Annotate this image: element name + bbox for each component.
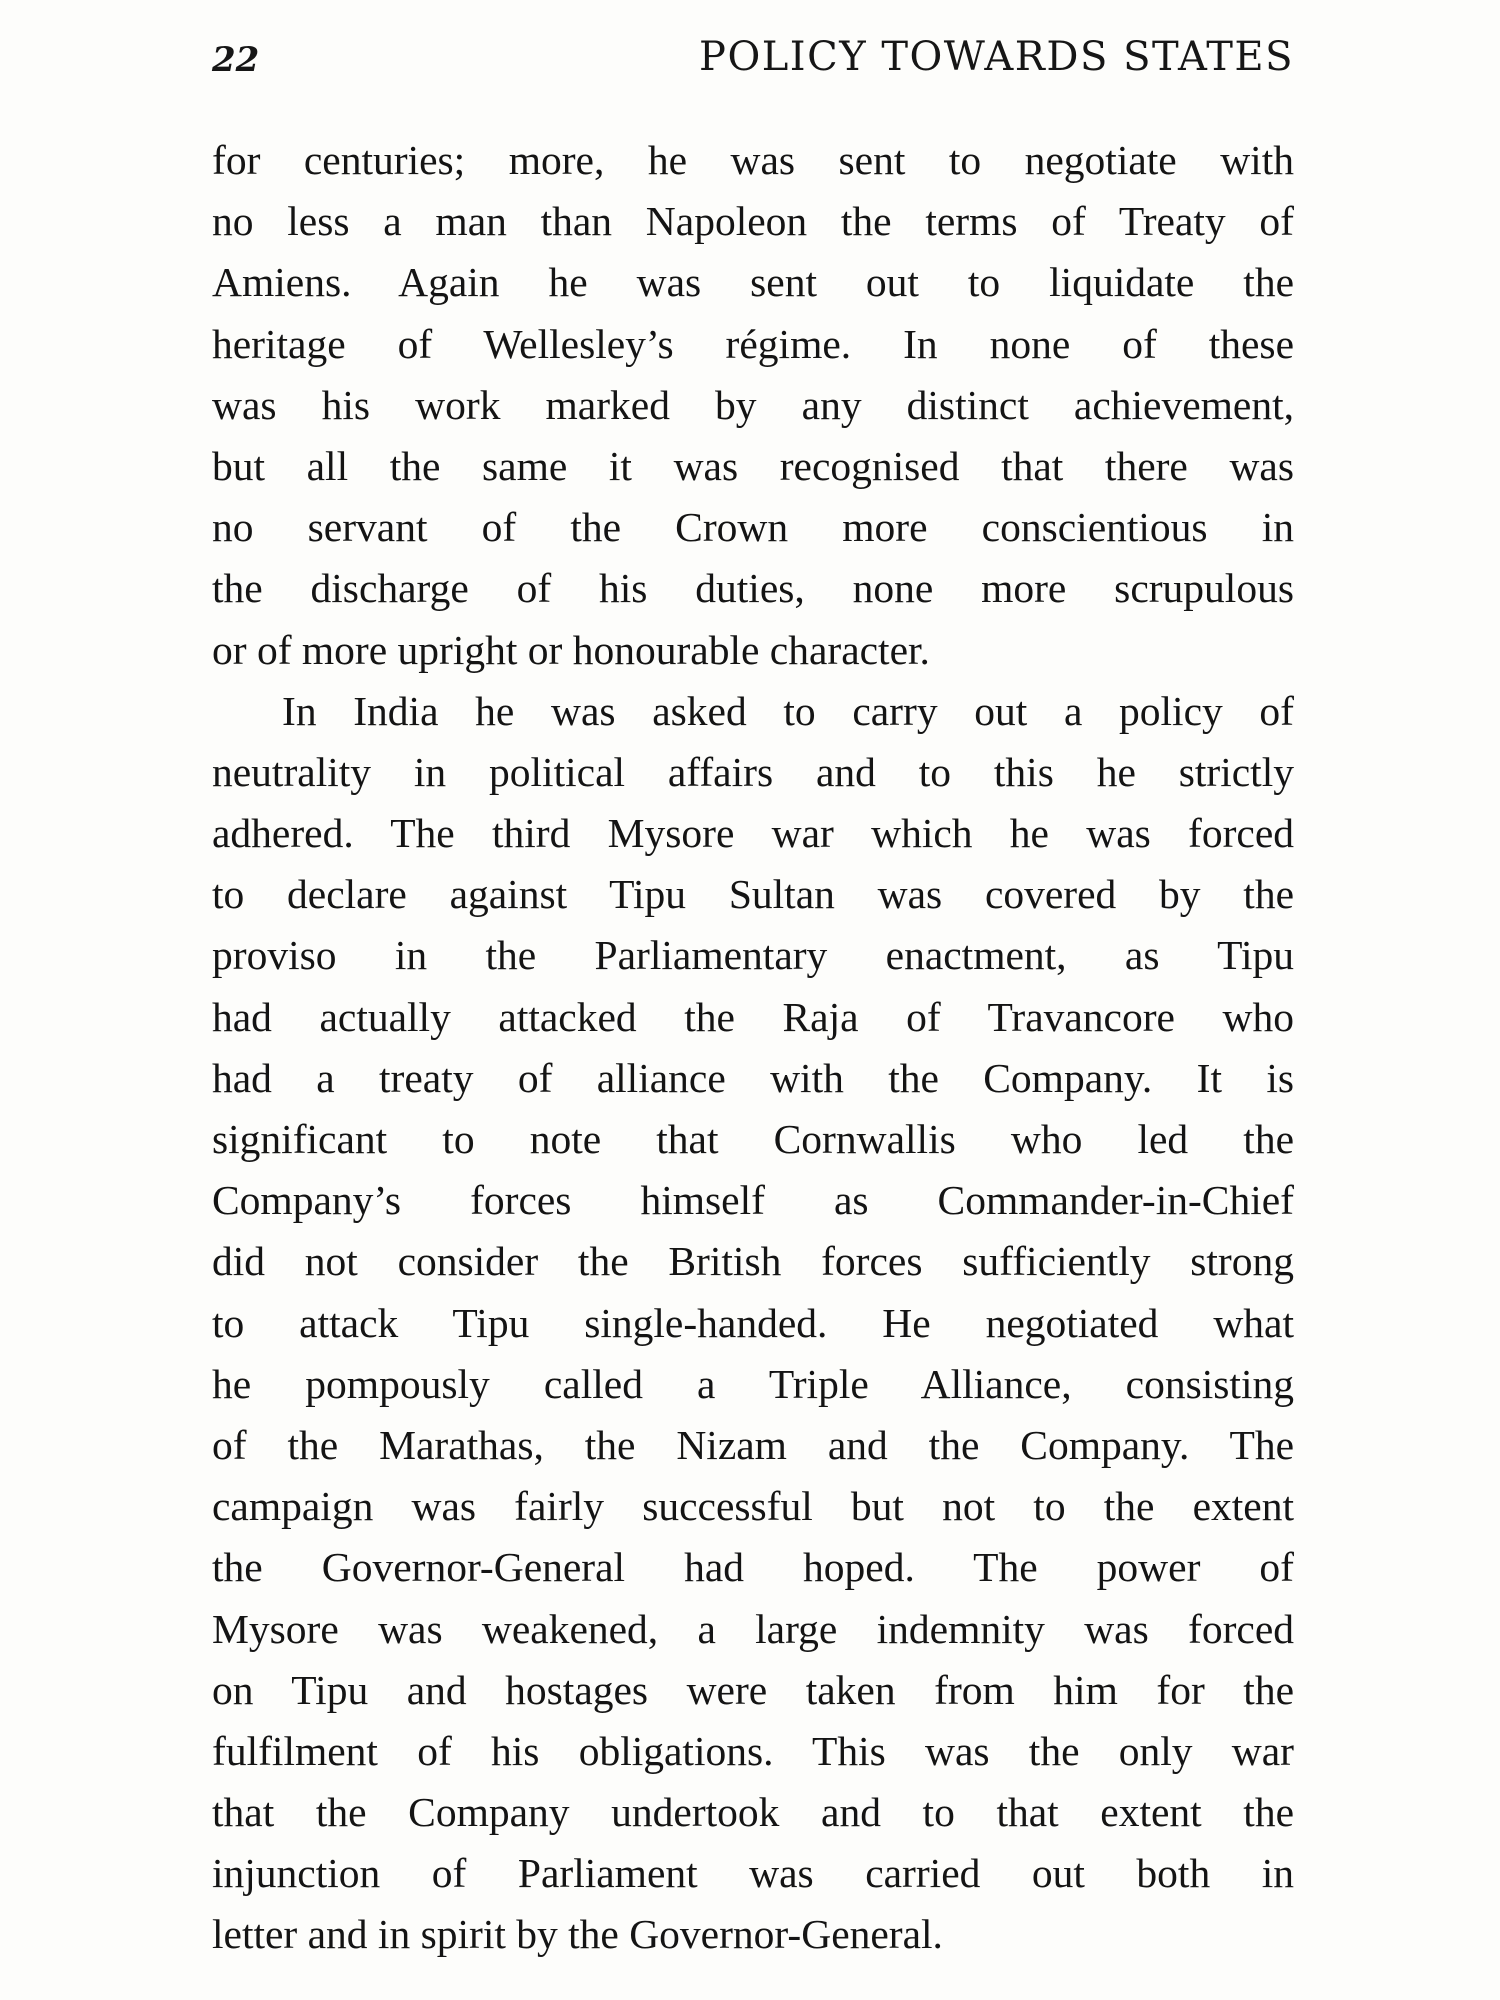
text-line: did not consider the British forces sufficiently strong bbox=[212, 1238, 1294, 1285]
text-line: Mysore was weakened, a large indemnity was forced bbox=[212, 1605, 1294, 1652]
page-number: 22 bbox=[212, 40, 260, 80]
running-head: POLICY TOWARDS STATES bbox=[699, 34, 1294, 80]
text-line: fulfilment of his obligations. This was the only war bbox=[212, 1727, 1294, 1774]
text-line: significant to note that Cornwallis who led the bbox=[212, 1116, 1294, 1162]
text-line: on Tipu and hostages were taken from him for the bbox=[212, 1666, 1294, 1713]
paragraph-1 bbox=[212, 130, 1294, 681]
text-line: no less a man than Napoleon the terms of Treaty of bbox=[212, 198, 1294, 245]
text-line: had actually attacked the Raja of Travancore who bbox=[212, 993, 1294, 1040]
text-line: no servant of the Crown more conscientious in bbox=[212, 504, 1294, 551]
text-line: adhered. The third Mysore war which he was forced bbox=[212, 810, 1294, 857]
text-line: to attack Tipu single-handed. He negotiated what bbox=[212, 1299, 1294, 1346]
text-line: had a treaty of alliance with the Company. It is bbox=[212, 1054, 1294, 1101]
text-line: letter and in spirit by the Governor-General. bbox=[212, 1911, 943, 1958]
text-line: of the Marathas, the Nizam and the Company. The bbox=[212, 1421, 1294, 1468]
text-line: In India he was asked to carry out a policy of bbox=[282, 687, 1294, 734]
text-line: injunction of Parliament was carried out both in bbox=[212, 1850, 1294, 1897]
text-line: or of more upright or honourable character. bbox=[212, 626, 930, 673]
text-line: proviso in the Parliamentary enactment, as Tipu bbox=[212, 932, 1294, 979]
text-line: was his work marked by any distinct achievement, bbox=[212, 381, 1294, 428]
text-line: he pompously called a Triple Alliance, consisting bbox=[212, 1360, 1294, 1407]
text-line: but all the same it was recognised that there was bbox=[212, 442, 1294, 489]
text-line: campaign was fairly successful but not to the extent bbox=[212, 1483, 1294, 1530]
text-line: the discharge of his duties, none more scrupulous bbox=[212, 565, 1294, 612]
body-text bbox=[212, 130, 1294, 1966]
text-line: to declare against Tipu Sultan was covered by the bbox=[212, 871, 1294, 918]
page-header bbox=[212, 30, 1294, 90]
text-line: neutrality in political affairs and to this he strictly bbox=[212, 748, 1294, 795]
text-line: that the Company undertook and to that extent the bbox=[212, 1789, 1294, 1836]
paragraph-2 bbox=[212, 681, 1294, 1966]
text-line: Company’s forces himself as Commander-in-Chief bbox=[212, 1177, 1294, 1224]
text-line: for centuries; more, he was sent to negotiate with bbox=[212, 137, 1294, 183]
text-line: heritage of Wellesley’s régime. In none of these bbox=[212, 320, 1294, 367]
text-line: the Governor-General had hoped. The power of bbox=[212, 1544, 1294, 1591]
text-line: Amiens. Again he was sent out to liquidate the bbox=[212, 259, 1294, 306]
